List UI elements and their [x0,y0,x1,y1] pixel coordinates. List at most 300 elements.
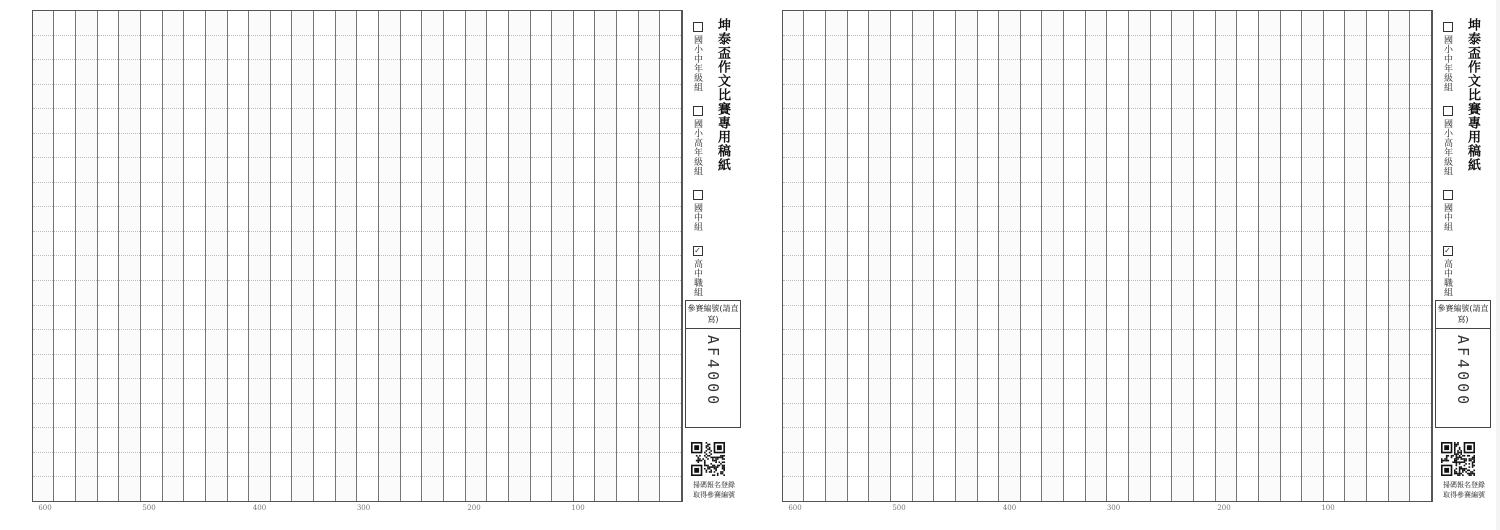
grid-cell[interactable] [249,109,270,134]
grid-cell[interactable] [617,355,638,380]
grid-cell[interactable] [999,207,1020,232]
grid-cell[interactable] [249,355,270,380]
grid-cell[interactable] [336,453,357,478]
grid-cell[interactable] [848,428,869,453]
grid-cell[interactable] [466,453,487,478]
grid-cell[interactable] [1237,453,1258,478]
grid-cell[interactable] [1129,355,1150,380]
grid-cell[interactable] [531,453,552,478]
grid-cell[interactable] [292,109,313,134]
grid-cell[interactable] [552,379,573,404]
grid-cell[interactable] [999,60,1020,85]
grid-cell[interactable] [956,477,977,501]
grid-cell[interactable] [1410,477,1431,501]
grid-cell[interactable] [1194,379,1215,404]
grid-cell[interactable] [336,428,357,453]
grid-cell[interactable] [934,355,955,380]
grid-cell[interactable] [1194,453,1215,478]
grid-cell[interactable] [422,355,443,380]
grid-cell[interactable] [76,306,97,331]
grid-cell[interactable] [783,207,804,232]
grid-cell[interactable] [1259,453,1280,478]
grid-cell[interactable] [1281,109,1302,134]
grid-cell[interactable] [1107,158,1128,183]
grid-cell[interactable] [848,85,869,110]
grid-cell[interactable] [913,306,934,331]
grid-cell[interactable] [1410,355,1431,380]
grid-cell[interactable] [54,355,75,380]
grid-cell[interactable] [206,85,227,110]
grid-cell[interactable] [379,134,400,159]
grid-cell[interactable] [357,404,378,429]
grid-cell[interactable] [33,379,54,404]
grid-cell[interactable] [271,477,292,501]
grid-cell[interactable] [826,256,847,281]
grid-cell[interactable] [1151,428,1172,453]
grid-cell[interactable] [956,306,977,331]
grid-cell[interactable] [98,256,119,281]
grid-cell[interactable] [1129,477,1150,501]
grid-cell[interactable] [1237,11,1258,36]
grid-cell[interactable] [1129,85,1150,110]
grid-cell[interactable] [783,306,804,331]
grid-cell[interactable] [574,355,595,380]
grid-cell[interactable] [228,477,249,501]
grid-cell[interactable] [978,428,999,453]
grid-cell[interactable] [292,453,313,478]
grid-cell[interactable] [574,36,595,61]
grid-cell[interactable] [1021,281,1042,306]
grid-cell[interactable] [869,306,890,331]
grid-cell[interactable] [444,134,465,159]
grid-cell[interactable] [574,207,595,232]
grid-cell[interactable] [595,109,616,134]
grid-cell[interactable] [552,477,573,501]
grid-cell[interactable] [531,379,552,404]
grid-cell[interactable] [141,256,162,281]
grid-cell[interactable] [1129,207,1150,232]
grid-cell[interactable] [292,232,313,257]
grid-cell[interactable] [1151,134,1172,159]
grid-cell[interactable] [1064,232,1085,257]
grid-cell[interactable] [487,134,508,159]
grid-cell[interactable] [54,404,75,429]
grid-cell[interactable] [1086,183,1107,208]
grid-cell[interactable] [1151,36,1172,61]
grid-cell[interactable] [184,60,205,85]
grid-cell[interactable] [1259,183,1280,208]
grid-cell[interactable] [617,109,638,134]
grid-cell[interactable] [1129,379,1150,404]
grid-cell[interactable] [357,355,378,380]
grid-cell[interactable] [913,232,934,257]
grid-cell[interactable] [1324,232,1345,257]
grid-cell[interactable] [978,134,999,159]
grid-cell[interactable] [660,404,681,429]
grid-cell[interactable] [1302,330,1323,355]
grid-cell[interactable] [1237,183,1258,208]
grid-cell[interactable] [1324,330,1345,355]
grid-cell[interactable] [978,379,999,404]
grid-cell[interactable] [574,404,595,429]
grid-cell[interactable] [249,134,270,159]
grid-cell[interactable] [999,281,1020,306]
grid-cell[interactable] [913,477,934,501]
grid-cell[interactable] [141,36,162,61]
grid-cell[interactable] [1345,281,1366,306]
grid-cell[interactable] [1302,109,1323,134]
grid-cell[interactable] [487,281,508,306]
grid-cell[interactable] [848,134,869,159]
grid-cell[interactable] [595,207,616,232]
grid-cell[interactable] [401,379,422,404]
grid-cell[interactable] [531,477,552,501]
grid-cell[interactable] [660,477,681,501]
grid-cell[interactable] [869,477,890,501]
grid-cell[interactable] [1172,85,1193,110]
grid-cell[interactable] [1042,36,1063,61]
grid-cell[interactable] [1324,379,1345,404]
grid-cell[interactable] [336,477,357,501]
grid-cell[interactable] [444,183,465,208]
grid-cell[interactable] [292,134,313,159]
grid-cell[interactable] [292,158,313,183]
grid-cell[interactable] [999,109,1020,134]
grid-cell[interactable] [1389,428,1410,453]
grid-cell[interactable] [848,11,869,36]
grid-cell[interactable] [826,60,847,85]
grid-cell[interactable] [1237,207,1258,232]
grid-cell[interactable] [1410,36,1431,61]
grid-cell[interactable] [1389,453,1410,478]
grid-cell[interactable] [848,477,869,501]
grid-cell[interactable] [934,256,955,281]
grid-cell[interactable] [639,379,660,404]
grid-cell[interactable] [552,60,573,85]
grid-cell[interactable] [848,207,869,232]
grid-cell[interactable] [891,256,912,281]
grid-cell[interactable] [1216,330,1237,355]
grid-cell[interactable] [444,355,465,380]
grid-cell[interactable] [999,428,1020,453]
grid-cell[interactable] [891,60,912,85]
grid-cell[interactable] [617,477,638,501]
grid-cell[interactable] [98,428,119,453]
grid-cell[interactable] [54,36,75,61]
grid-cell[interactable] [826,453,847,478]
grid-cell[interactable] [956,453,977,478]
grid-cell[interactable] [1216,85,1237,110]
grid-cell[interactable] [956,232,977,257]
grid-cell[interactable] [444,477,465,501]
grid-cell[interactable] [869,256,890,281]
grid-cell[interactable] [1086,11,1107,36]
grid-cell[interactable] [783,232,804,257]
grid-cell[interactable] [552,134,573,159]
grid-cell[interactable] [33,453,54,478]
grid-cell[interactable] [531,330,552,355]
grid-cell[interactable] [119,477,140,501]
grid-cell[interactable] [466,183,487,208]
grid-cell[interactable] [401,428,422,453]
grid-cell[interactable] [1042,134,1063,159]
grid-cell[interactable] [76,404,97,429]
grid-cell[interactable] [1021,306,1042,331]
grid-cell[interactable] [891,453,912,478]
grid-cell[interactable] [1259,232,1280,257]
grid-cell[interactable] [639,11,660,36]
grid-cell[interactable] [271,158,292,183]
grid-cell[interactable] [956,109,977,134]
grid-cell[interactable] [184,134,205,159]
grid-cell[interactable] [595,355,616,380]
grid-cell[interactable] [1064,11,1085,36]
grid-cell[interactable] [184,85,205,110]
grid-cell[interactable] [1107,11,1128,36]
grid-cell[interactable] [119,256,140,281]
grid-cell[interactable] [422,60,443,85]
grid-cell[interactable] [487,428,508,453]
grid-cell[interactable] [1237,134,1258,159]
grid-cell[interactable] [444,85,465,110]
grid-cell[interactable] [509,183,530,208]
grid-cell[interactable] [336,207,357,232]
grid-cell[interactable] [422,453,443,478]
grid-cell[interactable] [1302,428,1323,453]
grid-cell[interactable] [1021,207,1042,232]
grid-cell[interactable] [1172,11,1193,36]
grid-cell[interactable] [141,183,162,208]
grid-cell[interactable] [487,404,508,429]
grid-cell[interactable] [249,404,270,429]
grid-cell[interactable] [336,85,357,110]
grid-cell[interactable] [531,60,552,85]
grid-cell[interactable] [379,453,400,478]
grid-cell[interactable] [1042,477,1063,501]
grid-cell[interactable] [1410,134,1431,159]
grid-cell[interactable] [1324,158,1345,183]
grid-cell[interactable] [98,36,119,61]
grid-cell[interactable] [1194,330,1215,355]
grid-cell[interactable] [826,330,847,355]
grid-cell[interactable] [1259,355,1280,380]
grid-cell[interactable] [826,11,847,36]
grid-cell[interactable] [401,36,422,61]
grid-cell[interactable] [891,36,912,61]
grid-cell[interactable] [978,183,999,208]
grid-cell[interactable] [1107,232,1128,257]
grid-cell[interactable] [978,109,999,134]
grid-cell[interactable] [1259,404,1280,429]
grid-cell[interactable] [487,306,508,331]
grid-cell[interactable] [1410,428,1431,453]
grid-cell[interactable] [98,281,119,306]
grid-cell[interactable] [271,183,292,208]
checkbox-icon[interactable] [693,106,703,116]
grid-cell[interactable] [401,11,422,36]
grid-cell[interactable] [1345,355,1366,380]
grid-cell[interactable] [1194,134,1215,159]
grid-cell[interactable] [934,477,955,501]
grid-cell[interactable] [141,453,162,478]
grid-cell[interactable] [1324,355,1345,380]
grid-cell[interactable] [552,158,573,183]
grid-cell[interactable] [422,477,443,501]
grid-cell[interactable] [1086,404,1107,429]
grid-cell[interactable] [1302,355,1323,380]
grid-cell[interactable] [1107,109,1128,134]
grid-cell[interactable] [336,379,357,404]
grid-cell[interactable] [617,11,638,36]
grid-cell[interactable] [639,134,660,159]
grid-cell[interactable] [422,256,443,281]
grid-cell[interactable] [119,207,140,232]
grid-cell[interactable] [1086,281,1107,306]
grid-cell[interactable] [1324,281,1345,306]
grid-cell[interactable] [1367,36,1388,61]
grid-cell[interactable] [1042,158,1063,183]
grid-cell[interactable] [1086,428,1107,453]
grid-cell[interactable] [1172,232,1193,257]
grid-cell[interactable] [1021,355,1042,380]
grid-cell[interactable] [848,281,869,306]
grid-cell[interactable] [54,11,75,36]
grid-cell[interactable] [119,134,140,159]
grid-cell[interactable] [76,85,97,110]
grid-cell[interactable] [1281,306,1302,331]
grid-cell[interactable] [617,428,638,453]
grid-cell[interactable] [1194,60,1215,85]
grid-cell[interactable] [336,232,357,257]
grid-cell[interactable] [1281,355,1302,380]
grid-cell[interactable] [401,134,422,159]
grid-cell[interactable] [1064,256,1085,281]
grid-cell[interactable] [660,355,681,380]
grid-cell[interactable] [487,232,508,257]
grid-cell[interactable] [999,232,1020,257]
grid-cell[interactable] [249,306,270,331]
grid-cell[interactable] [119,355,140,380]
grid-cell[interactable] [1021,134,1042,159]
grid-cell[interactable] [1194,85,1215,110]
grid-cell[interactable] [1281,256,1302,281]
grid-cell[interactable] [76,11,97,36]
grid-cell[interactable] [271,207,292,232]
grid-cell[interactable] [314,207,335,232]
grid-cell[interactable] [1302,134,1323,159]
grid-cell[interactable] [1064,428,1085,453]
grid-cell[interactable] [271,11,292,36]
grid-cell[interactable] [444,256,465,281]
grid-cell[interactable] [466,330,487,355]
grid-cell[interactable] [33,428,54,453]
grid-cell[interactable] [228,109,249,134]
grid-cell[interactable] [1389,85,1410,110]
grid-cell[interactable] [617,36,638,61]
grid-cell[interactable] [76,232,97,257]
grid-cell[interactable] [531,207,552,232]
grid-cell[interactable] [206,453,227,478]
grid-cell[interactable] [826,477,847,501]
grid-cell[interactable] [1324,207,1345,232]
grid-cell[interactable] [660,134,681,159]
grid-cell[interactable] [1064,36,1085,61]
grid-cell[interactable] [595,158,616,183]
grid-cell[interactable] [1064,404,1085,429]
grid-cell[interactable] [314,134,335,159]
grid-cell[interactable] [271,256,292,281]
grid-cell[interactable] [826,306,847,331]
grid-cell[interactable] [1237,256,1258,281]
grid-cell[interactable] [617,379,638,404]
grid-cell[interactable] [1389,158,1410,183]
grid-cell[interactable] [639,281,660,306]
grid-cell[interactable] [292,60,313,85]
grid-cell[interactable] [98,232,119,257]
grid-cell[interactable] [1324,453,1345,478]
grid-cell[interactable] [1129,36,1150,61]
grid-cell[interactable] [1389,36,1410,61]
grid-cell[interactable] [1259,379,1280,404]
grid-cell[interactable] [804,36,825,61]
grid-cell[interactable] [271,85,292,110]
grid-cell[interactable] [531,134,552,159]
grid-cell[interactable] [119,330,140,355]
grid-cell[interactable] [1389,60,1410,85]
grid-cell[interactable] [595,281,616,306]
grid-cell[interactable] [1345,109,1366,134]
grid-cell[interactable] [401,158,422,183]
grid-cell[interactable] [119,11,140,36]
grid-cell[interactable] [54,330,75,355]
grid-cell[interactable] [848,36,869,61]
grid-cell[interactable] [1107,453,1128,478]
grid-cell[interactable] [595,256,616,281]
grid-cell[interactable] [292,85,313,110]
grid-cell[interactable] [314,379,335,404]
grid-cell[interactable] [1042,183,1063,208]
grid-cell[interactable] [1345,134,1366,159]
grid-cell[interactable] [978,60,999,85]
grid-cell[interactable] [163,183,184,208]
grid-cell[interactable] [1324,404,1345,429]
grid-cell[interactable] [33,404,54,429]
grid-cell[interactable] [314,158,335,183]
grid-cell[interactable] [552,85,573,110]
grid-cell[interactable] [1345,477,1366,501]
grid-cell[interactable] [660,11,681,36]
grid-cell[interactable] [1410,306,1431,331]
grid-cell[interactable] [163,477,184,501]
grid-cell[interactable] [357,477,378,501]
grid-cell[interactable] [1129,256,1150,281]
grid-cell[interactable] [1107,379,1128,404]
grid-cell[interactable] [891,404,912,429]
grid-cell[interactable] [141,281,162,306]
grid-cell[interactable] [1086,330,1107,355]
grid-cell[interactable] [1237,404,1258,429]
grid-cell[interactable] [206,256,227,281]
grid-cell[interactable] [76,355,97,380]
qr-code-icon[interactable] [1441,442,1475,476]
grid-cell[interactable] [574,379,595,404]
grid-cell[interactable] [1194,281,1215,306]
grid-cell[interactable] [336,404,357,429]
grid-cell[interactable] [1064,207,1085,232]
grid-cell[interactable] [804,428,825,453]
grid-cell[interactable] [1107,355,1128,380]
grid-cell[interactable] [163,281,184,306]
